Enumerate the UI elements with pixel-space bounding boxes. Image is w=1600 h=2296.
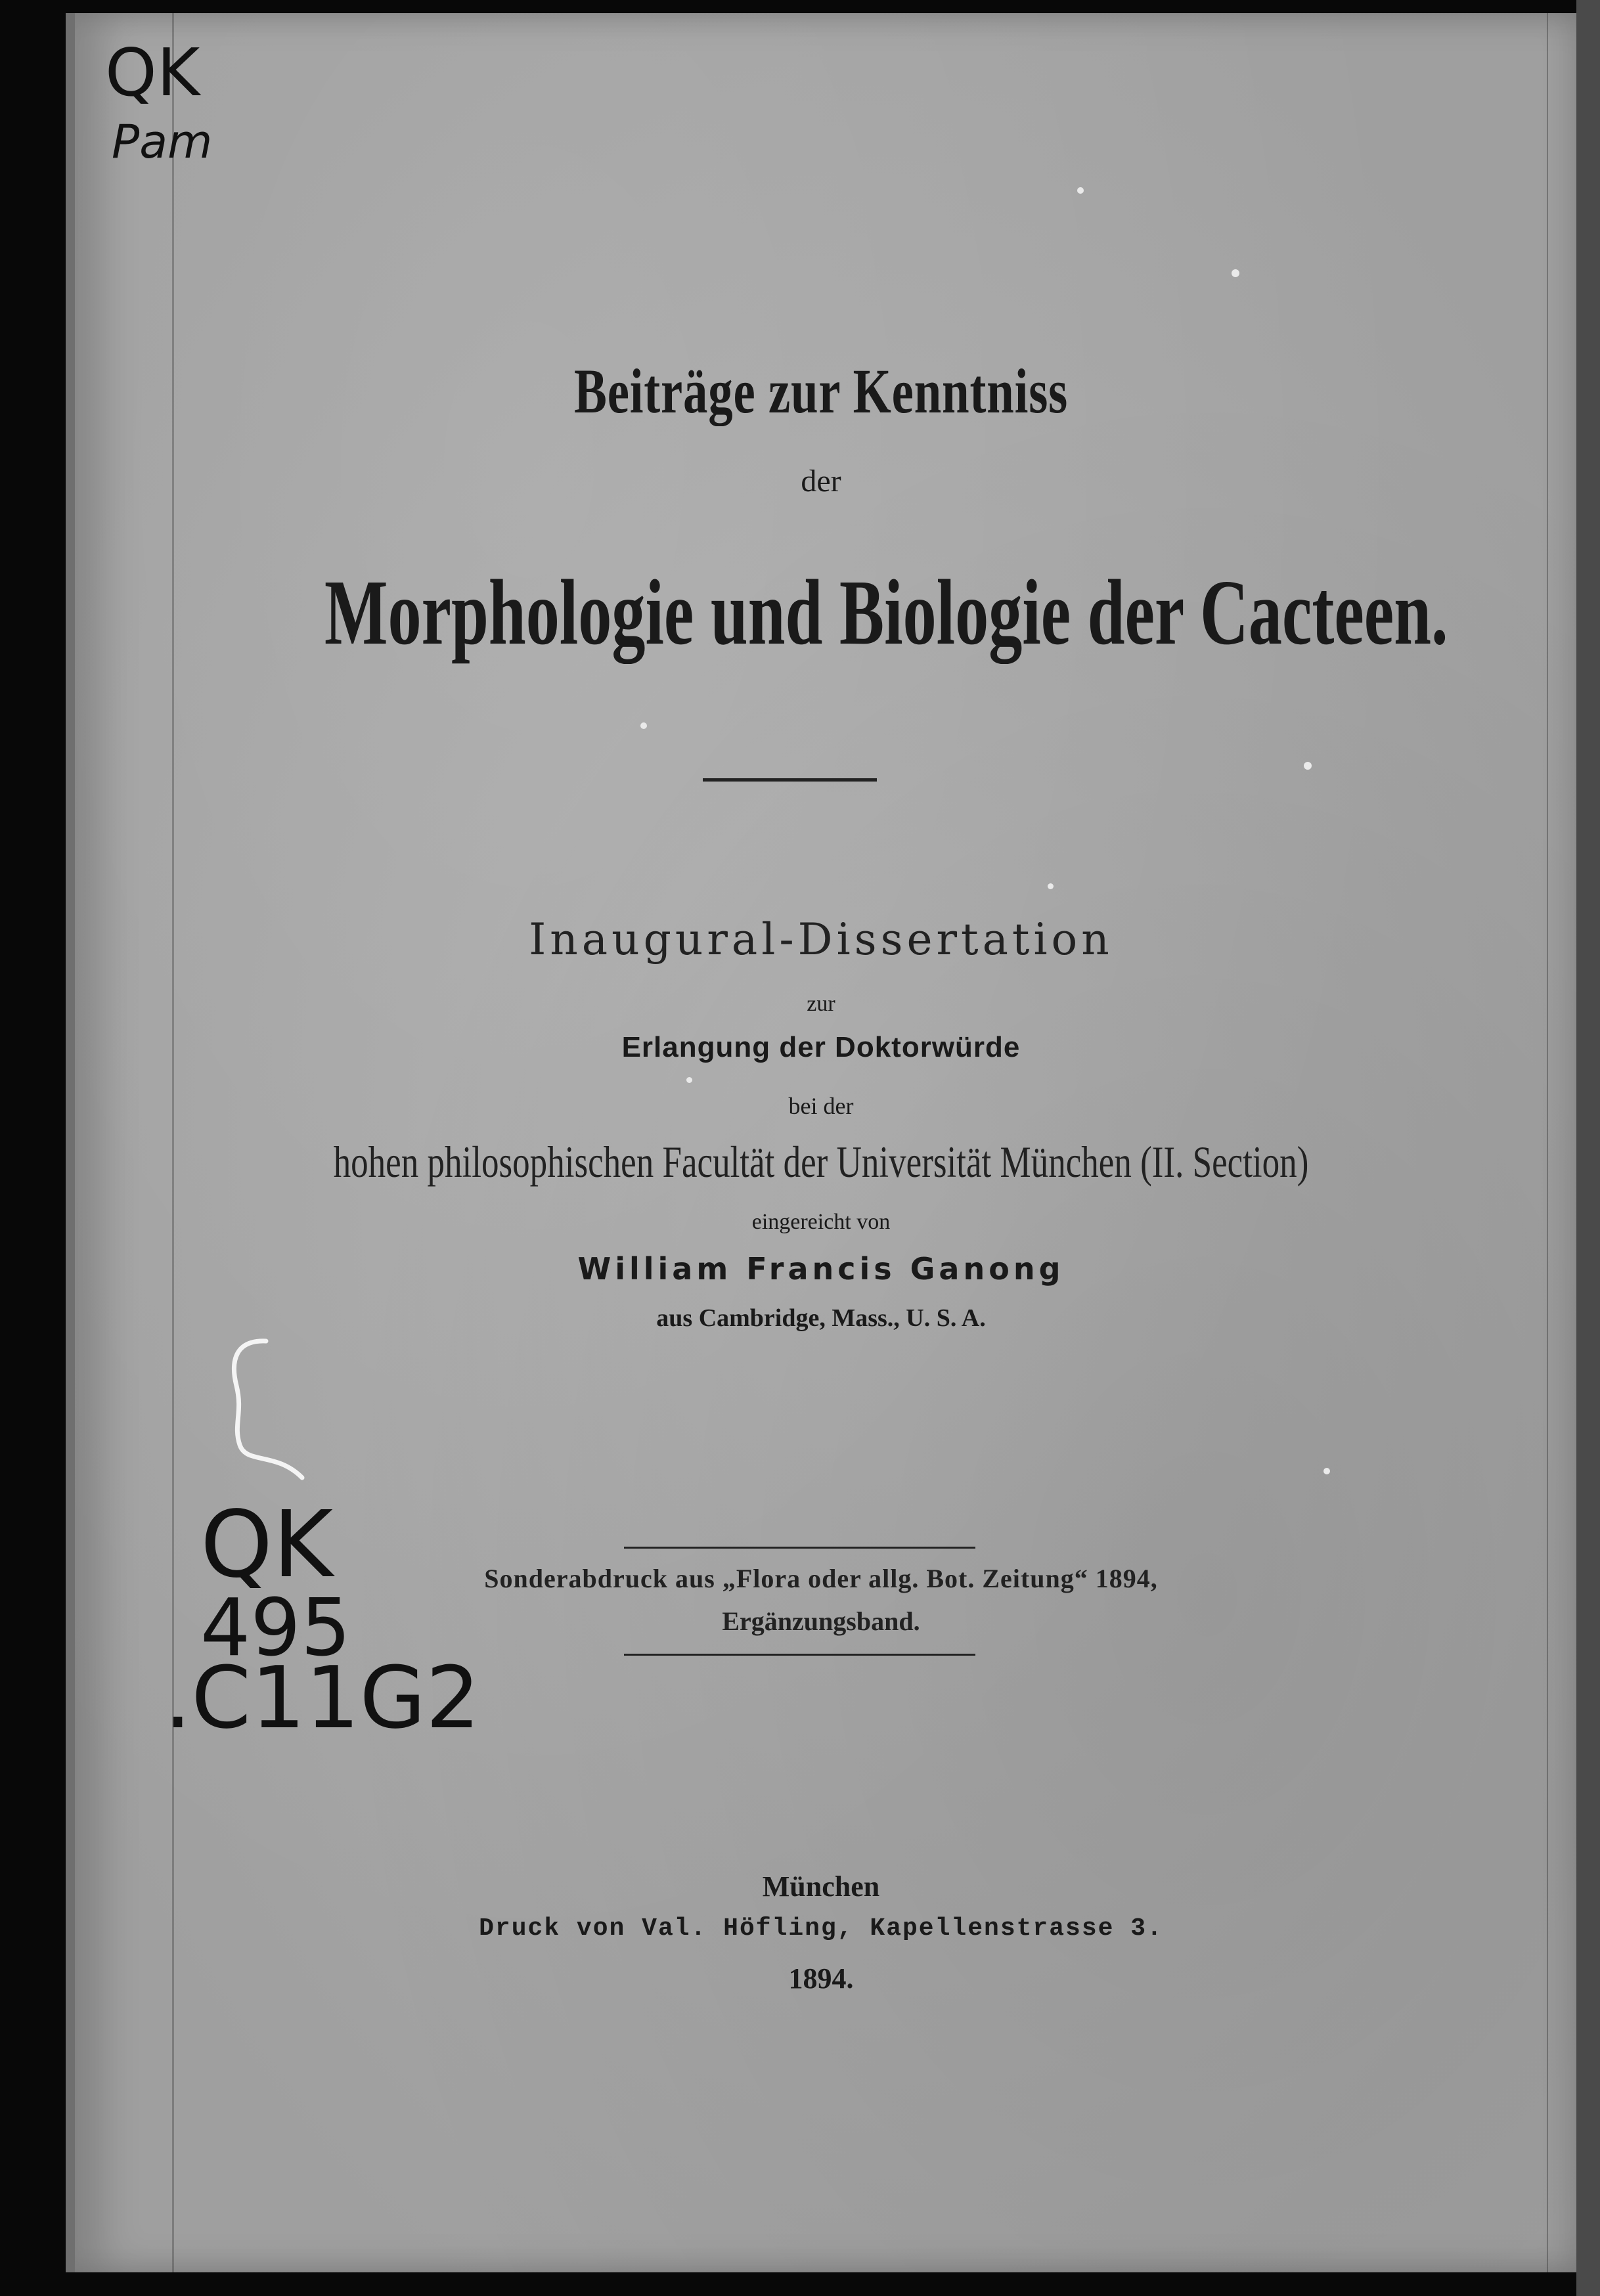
- dust-speck: [640, 722, 647, 729]
- bei-der-text: bei der: [788, 1093, 854, 1119]
- author-origin: aus Cambridge, Mass., U. S. A.: [656, 1304, 986, 1332]
- reprint-volume: Ergänzungsband.: [722, 1606, 920, 1636]
- handwritten-qk-top: QK: [105, 34, 200, 111]
- callnumber-495: 495: [200, 1583, 351, 1674]
- edge-fold-line: [1547, 13, 1548, 2272]
- title-line-2: der: [801, 464, 841, 498]
- reprint-note: Sonderabdruck aus „Flora oder allg. Bot. Zeitung“ 1894,: [484, 1564, 1158, 1593]
- dust-speck: [1323, 1468, 1330, 1474]
- faculty-text: hohen philosophischen Facultät der Universität München (II. Section): [333, 1137, 1309, 1187]
- dust-speck: [1232, 269, 1239, 277]
- dust-speck: [1048, 883, 1054, 889]
- handwritten-pam: Pam: [112, 115, 213, 169]
- dissertation-heading: Inaugural-Dissertation: [529, 914, 1113, 965]
- title-line-1: Beiträge zur Kenntniss: [573, 356, 1069, 426]
- main-title: Morphologie und Biologie der Cacteen.: [324, 560, 1448, 664]
- title-divider: [703, 778, 877, 782]
- publication-year: 1894.: [788, 1962, 854, 1995]
- submitted-by-text: eingereicht von: [751, 1210, 891, 1234]
- dust-speck: [1304, 762, 1312, 770]
- dust-speck: [1077, 187, 1084, 194]
- scan-edge-strip: [1576, 0, 1600, 2296]
- purpose-text: Erlangung der Doktorwürde: [621, 1031, 1021, 1063]
- printer-line: Druck von Val. Höfling, Kapellenstrasse 3.: [479, 1914, 1163, 1943]
- reprint-rule-top: [624, 1547, 975, 1549]
- dust-speck: [686, 1077, 692, 1083]
- callnumber-c11g2: .C11G2: [164, 1648, 480, 1748]
- zur-text: zur: [807, 992, 835, 1016]
- callnumber-qk: QK: [200, 1491, 334, 1599]
- reprint-rule-bottom: [624, 1654, 975, 1656]
- publication-city: München: [762, 1870, 880, 1903]
- author-name: William Francis Ganong: [577, 1251, 1065, 1287]
